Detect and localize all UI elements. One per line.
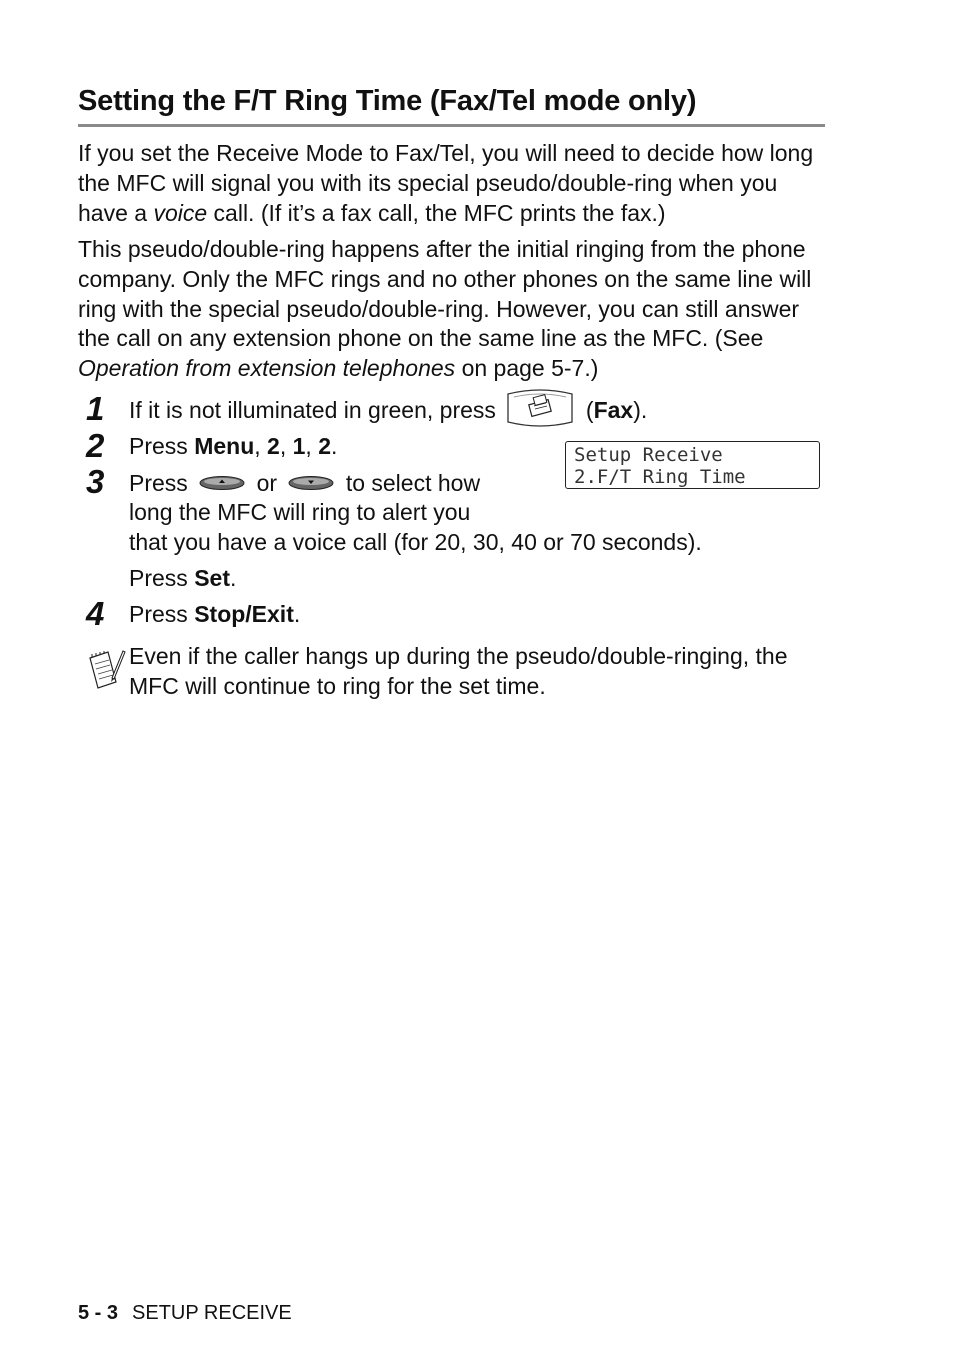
- lcd-line-1: Setup Receive: [574, 444, 723, 466]
- step-4-text: Press Stop/Exit.: [129, 601, 301, 627]
- intro-paragraph: If you set the Receive Mode to Fax/Tel, you will need to decide how long the MFC will signal you with its special pseudo/double-ring when you have a voice call. (If it’s a fax call, the MFC prints the fax.): [78, 140, 814, 226]
- step-3-line-2: long the MFC will ring to alert you: [129, 499, 471, 525]
- step-number-2: 2: [86, 427, 105, 464]
- step-number-4: 4: [86, 595, 105, 632]
- description-paragraph: This pseudo/double-ring happens after the initial ringing from the phone company. Only the MFC rings and no other phones on the same line will ring with the special pseudo/double-ring. However, you can still answer the call on any extension phone on the same line as the MFC. (See Operation from extension telephones on page 5-7.): [78, 236, 812, 382]
- step-3-line-3: that you have a voice call (for 20, 30, 40 or 70 seconds).: [129, 529, 702, 555]
- up-arrow-key-icon: [198, 474, 246, 492]
- note-pad-icon: [86, 648, 126, 690]
- page-number: 5 - 3: [78, 1302, 119, 1324]
- step-3-line-4: Press Set.: [129, 565, 237, 591]
- step-1-text: If it is not illuminated in green, press (Fax).: [129, 396, 647, 428]
- section-name: SETUP RECEIVE: [132, 1302, 292, 1324]
- lcd-display: [565, 441, 820, 489]
- step-2-text: Press Menu, 2, 1, 2.: [129, 433, 338, 459]
- page-footer: [78, 1301, 292, 1325]
- down-arrow-key-icon: [287, 474, 335, 492]
- page-title: Setting the F/T Ring Time (Fax/Tel mode only): [78, 85, 697, 117]
- step-3-line-1: Press or to select how: [129, 470, 481, 496]
- note-text: Even if the caller hangs up during the pseudo/double-ringing, the MFC will continue to ring for the set time.: [129, 643, 788, 699]
- step-number-3: 3: [86, 463, 105, 500]
- lcd-line-2: 2.F/T Ring Time: [574, 466, 746, 488]
- heading-rule: [78, 124, 825, 127]
- fax-key-icon: [504, 388, 576, 428]
- step-number-1: 1: [86, 390, 105, 427]
